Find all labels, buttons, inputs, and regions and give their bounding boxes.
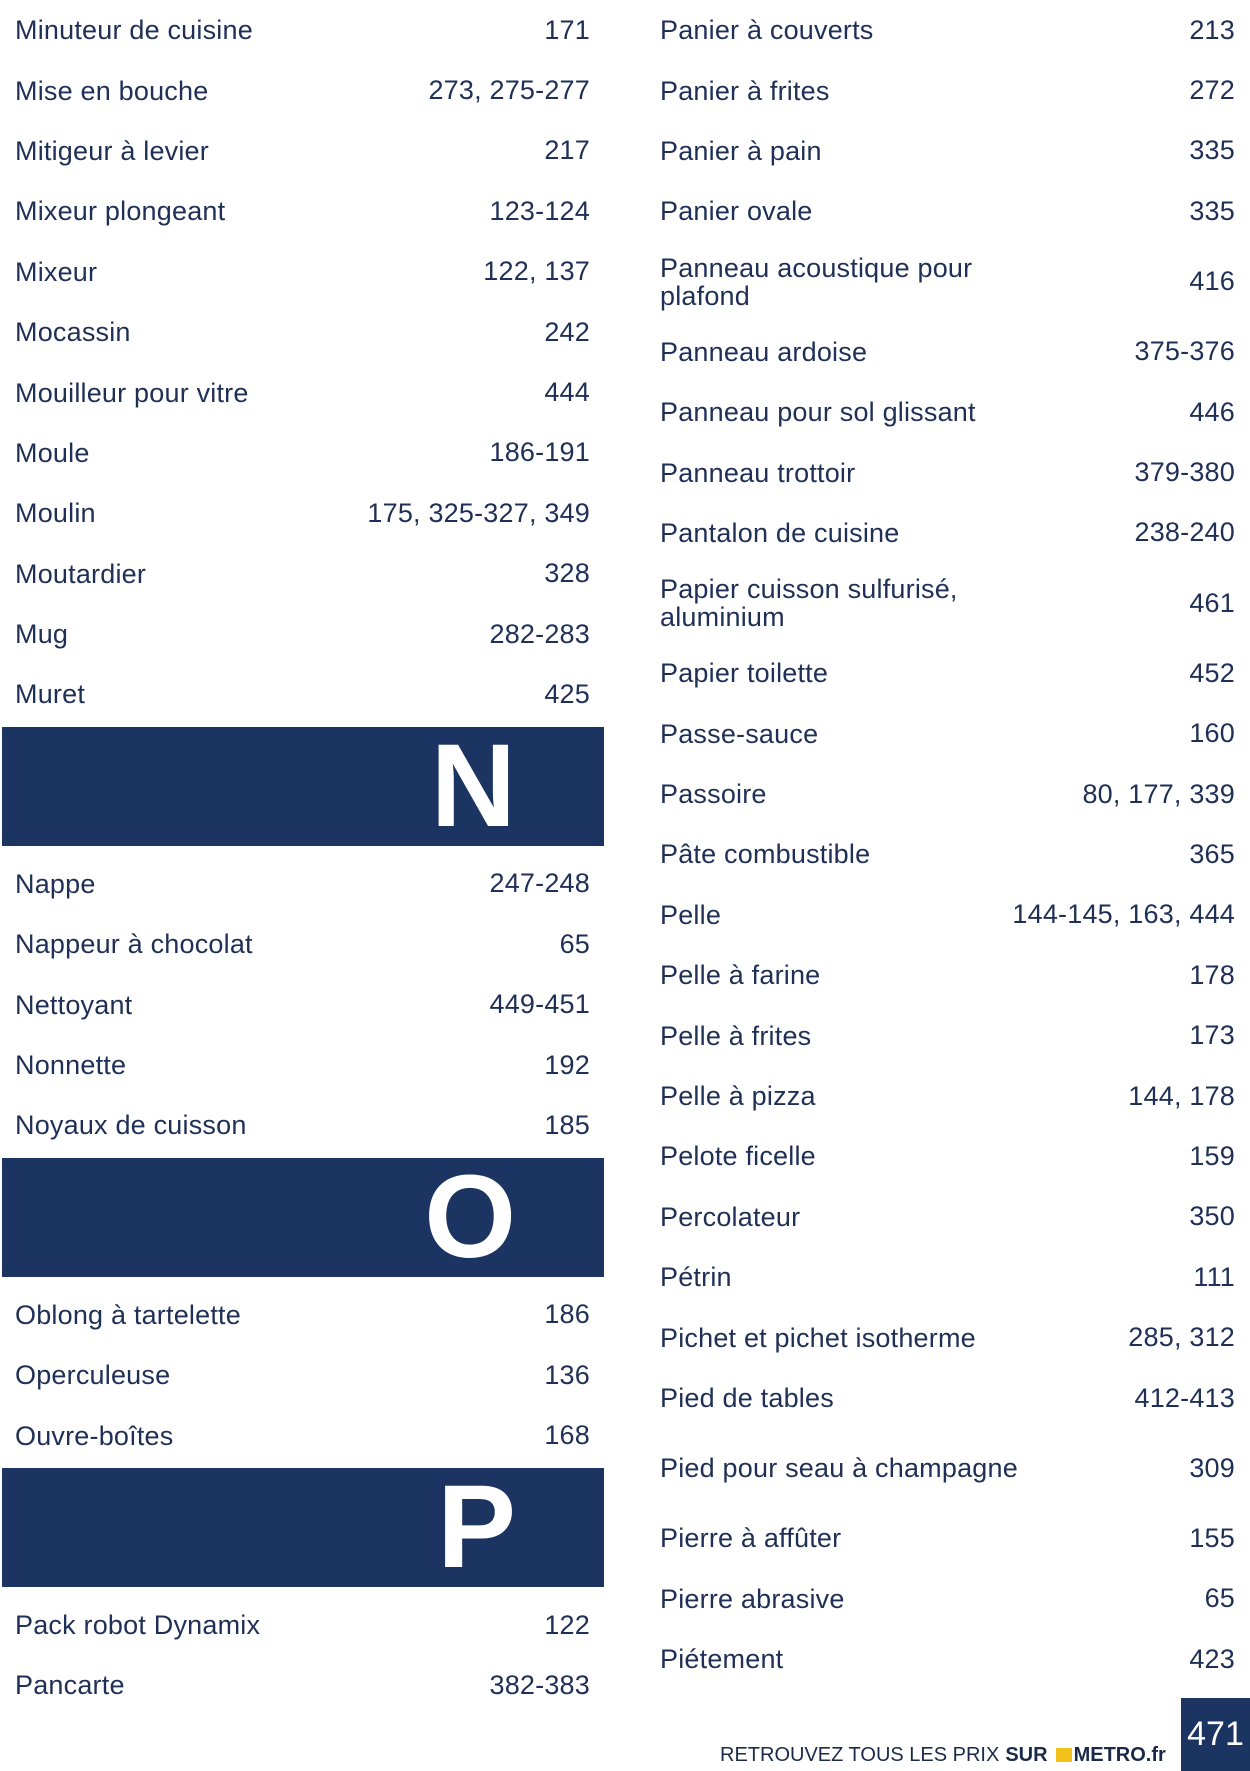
index-term: Mixeur <box>15 256 98 287</box>
index-entry <box>645 322 1250 382</box>
index-pages: 159 <box>1189 1140 1235 1171</box>
index-term: Pelle <box>660 899 722 930</box>
index-term: Mise en bouche <box>15 75 209 106</box>
index-pages: 238-240 <box>1134 517 1235 548</box>
index-pages: 186 <box>544 1299 590 1330</box>
index-entry <box>0 60 604 120</box>
section-m-entries <box>0 0 604 725</box>
index-pages: 175, 325-327, 349 <box>367 497 590 528</box>
index-pages: 328 <box>544 558 590 589</box>
index-term: Ouvre-boîtes <box>15 1420 174 1451</box>
index-term: Pelote ficelle <box>660 1141 816 1172</box>
index-term: Pied pour seau à champagne <box>660 1453 1018 1484</box>
index-entry <box>645 764 1250 824</box>
index-entry <box>645 442 1250 502</box>
index-pages: 309 <box>1189 1452 1235 1483</box>
index-pages: 136 <box>544 1359 590 1390</box>
letter-band-n <box>2 720 604 853</box>
index-term: Panneau ardoise <box>660 336 868 367</box>
index-entry <box>645 1187 1250 1247</box>
index-entry <box>0 1095 604 1155</box>
index-pages: 425 <box>544 678 590 709</box>
section-o-entries <box>0 1285 604 1466</box>
index-pages: 160 <box>1189 718 1235 749</box>
index-pages: 111 <box>1193 1261 1235 1292</box>
index-entry <box>645 1629 1250 1689</box>
index-pages: 122, 137 <box>483 256 590 287</box>
index-term: Moutardier <box>15 558 147 589</box>
index-entry <box>645 704 1250 764</box>
index-pages: 80, 177, 339 <box>1082 778 1235 809</box>
index-column-left <box>0 0 604 1716</box>
section-letter-o: O <box>424 1151 516 1284</box>
index-column-right <box>645 0 1250 1689</box>
index-term: Pierre abrasive <box>660 1583 845 1614</box>
index-entry <box>0 604 604 664</box>
index-entry <box>0 1035 604 1095</box>
index-entry <box>645 60 1250 120</box>
index-term: Pancarte <box>15 1670 125 1701</box>
section-letter-n: N <box>430 720 516 853</box>
index-pages: 282-283 <box>489 618 590 649</box>
index-entry <box>0 974 604 1034</box>
index-pages: 382-383 <box>489 1669 590 1700</box>
index-term: Panier à frites <box>660 75 830 106</box>
index-entry <box>0 854 604 914</box>
index-entry <box>645 1247 1250 1307</box>
index-pages: 449-451 <box>489 989 590 1020</box>
index-pages: 65 <box>559 928 590 959</box>
index-term: Pantalon de cuisine <box>660 517 900 548</box>
index-term: Moule <box>15 437 90 468</box>
index-entry <box>645 1066 1250 1126</box>
section-p-entries <box>0 1595 604 1716</box>
index-term: Pétrin <box>660 1262 732 1293</box>
index-pages: 365 <box>1189 838 1235 869</box>
index-term: Oblong à tartelette <box>15 1299 241 1330</box>
index-pages: 247-248 <box>489 868 590 899</box>
index-term: Mitigeur à levier <box>15 135 209 166</box>
index-pages: 272 <box>1189 75 1235 106</box>
section-n-entries <box>0 854 604 1156</box>
index-entry <box>645 1428 1250 1508</box>
index-term: Nettoyant <box>15 989 133 1020</box>
index-term: Pâte combustible <box>660 839 871 870</box>
index-term: Mixeur plongeant <box>15 196 226 227</box>
index-entry <box>645 824 1250 884</box>
index-pages: 412-413 <box>1134 1382 1235 1413</box>
footer-brand[interactable]: METRO.fr <box>1073 1743 1166 1766</box>
index-term: Pelle à pizza <box>660 1081 816 1112</box>
index-pages: 444 <box>544 377 590 408</box>
index-term: Percolateur <box>660 1201 801 1232</box>
index-term: Nonnette <box>15 1050 127 1081</box>
index-entry <box>0 362 604 422</box>
footer-text: RETROUVEZ TOUS LES PRIX <box>720 1743 1000 1766</box>
index-term: Minuteur de cuisine <box>15 15 253 46</box>
index-pages: 144-145, 163, 444 <box>1012 899 1235 930</box>
index-entry <box>0 302 604 362</box>
index-pages: 155 <box>1189 1522 1235 1553</box>
index-term: Papier toilette <box>660 658 829 689</box>
index-pages: 335 <box>1189 195 1235 226</box>
index-entry <box>0 1345 604 1405</box>
index-entry <box>0 544 604 604</box>
index-pages: 335 <box>1189 135 1235 166</box>
letter-band-o <box>2 1151 604 1284</box>
index-pages: 423 <box>1189 1643 1235 1674</box>
index-term: Pichet et pichet isotherme <box>660 1322 976 1353</box>
page-number-label: 471 <box>1187 1715 1244 1753</box>
index-entry <box>0 664 604 724</box>
index-entry <box>645 643 1250 703</box>
index-term: Pelle à frites <box>660 1020 812 1051</box>
index-term: Passe-sauce <box>660 718 819 749</box>
index-entry <box>0 1655 604 1715</box>
index-entry <box>0 242 604 302</box>
footer-text-strong: SUR <box>1005 1743 1048 1766</box>
index-term: Pied de tables <box>660 1383 834 1413</box>
index-pages: 123-124 <box>489 195 590 226</box>
index-term: Mocassin <box>15 317 131 348</box>
index-term: Piétement <box>660 1644 784 1675</box>
index-pages: 452 <box>1189 657 1235 688</box>
index-entry <box>0 0 604 60</box>
index-pages: 379-380 <box>1134 457 1235 488</box>
index-entry <box>645 503 1250 563</box>
index-term: Panneau acoustique pour plafond <box>660 252 973 311</box>
index-term: Panneau pour sol glissant <box>660 397 976 428</box>
index-term: Operculeuse <box>15 1360 171 1391</box>
index-term: Nappeur à chocolat <box>15 929 253 960</box>
index-entry <box>645 945 1250 1005</box>
index-term: Mug <box>15 619 69 650</box>
index-pages: 375-376 <box>1134 336 1235 367</box>
index-entry <box>0 483 604 543</box>
index-pages: 122 <box>544 1609 590 1640</box>
index-term: Moulin <box>15 498 96 529</box>
footer-promo <box>720 1742 1166 1768</box>
index-entry <box>645 1508 1250 1568</box>
index-pages: 171 <box>544 14 590 45</box>
index-entry <box>0 1595 604 1655</box>
index-entry <box>645 181 1250 241</box>
index-pages: 192 <box>544 1049 590 1080</box>
index-term: Noyaux de cuisson <box>15 1110 247 1141</box>
index-term: Pack robot Dynamix <box>15 1610 261 1640</box>
index-entry <box>645 121 1250 181</box>
index-pages: 217 <box>544 135 590 166</box>
index-pages: 65 <box>1204 1583 1235 1614</box>
index-pages: 446 <box>1189 396 1235 427</box>
index-pages: 285, 312 <box>1128 1322 1235 1353</box>
index-entry <box>645 1307 1250 1367</box>
index-term: Panier à pain <box>660 135 822 166</box>
index-pages: 416 <box>1189 266 1235 297</box>
index-pages: 350 <box>1189 1201 1235 1232</box>
index-pages: 144, 178 <box>1128 1080 1235 1111</box>
index-term: Pierre à affûter <box>660 1523 842 1554</box>
index-term: Muret <box>15 679 86 710</box>
index-entry <box>645 885 1250 945</box>
index-pages: 168 <box>544 1420 590 1451</box>
index-entry <box>645 1005 1250 1065</box>
index-term: Mouilleur pour vitre <box>15 377 249 408</box>
index-pages: 461 <box>1189 587 1235 618</box>
index-pages: 213 <box>1189 14 1235 45</box>
section-letter-p: P <box>437 1461 516 1594</box>
index-entry <box>645 1368 1250 1428</box>
index-pages: 273, 275-277 <box>428 75 590 106</box>
index-entry <box>0 181 604 241</box>
index-entry <box>0 1405 604 1465</box>
index-entry <box>0 1285 604 1345</box>
index-entry <box>645 382 1250 442</box>
index-entry <box>0 914 604 974</box>
index-pages: 242 <box>544 316 590 347</box>
index-term: Papier cuisson sulfurisé, aluminium <box>660 574 958 633</box>
index-pages: 178 <box>1189 959 1235 990</box>
index-term: Panier à couverts <box>660 15 874 46</box>
index-pages: 186-191 <box>489 437 590 468</box>
index-entry <box>0 423 604 483</box>
index-term: Pelle à farine <box>660 960 821 991</box>
index-entry <box>645 242 1250 322</box>
index-term: Passoire <box>660 779 767 810</box>
index-term: Panneau trottoir <box>660 457 856 488</box>
index-entry <box>0 121 604 181</box>
letter-band-p <box>2 1461 604 1594</box>
index-term: Panier ovale <box>660 196 813 227</box>
index-entry <box>645 1569 1250 1629</box>
index-pages: 185 <box>544 1109 590 1140</box>
index-pages: 173 <box>1189 1020 1235 1051</box>
index-term: Nappe <box>15 868 96 899</box>
index-entry <box>645 1126 1250 1186</box>
page-number <box>1181 1698 1250 1771</box>
metro-logo-icon <box>1056 1748 1072 1762</box>
index-entry <box>645 0 1250 60</box>
index-entry <box>645 563 1250 643</box>
section-p-continued-entries <box>645 0 1250 1689</box>
